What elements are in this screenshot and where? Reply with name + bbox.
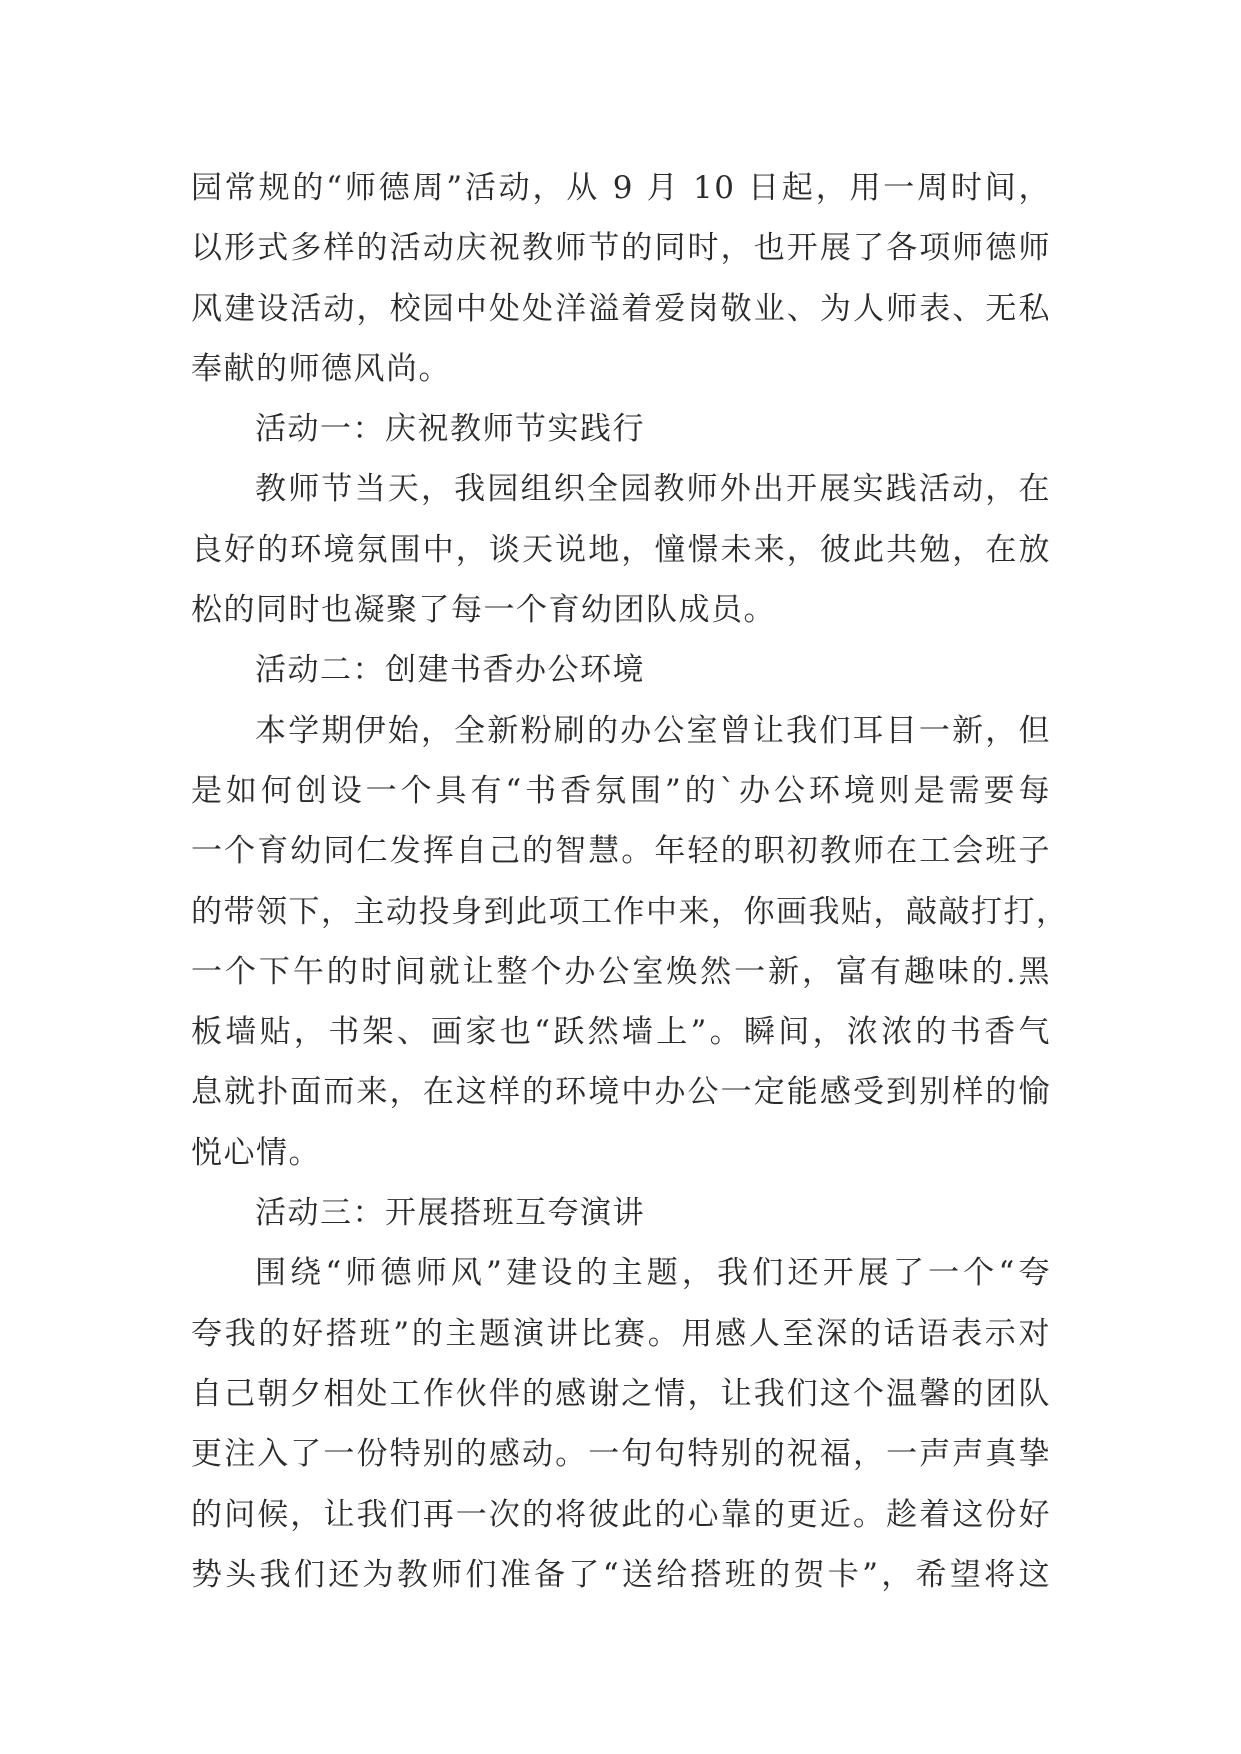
text-line: 风建设活动，校园中处处洋溢着爱岗敬业、为人师表、无私 — [191, 290, 1051, 327]
text-line: 一个下午的时间就让整个办公室焕然一新，富有趣味的.黑 — [191, 953, 1051, 990]
section-heading: 活动二：创建书香办公环境 — [255, 652, 645, 689]
text-line: 悦心情。 — [191, 1134, 321, 1171]
section-heading: 活动一：庆祝教师节实践行 — [255, 411, 645, 448]
text-line: 自己朝夕相处工作伙伴的感谢之情，让我们这个温馨的团队 — [191, 1375, 1051, 1412]
text-line: 良好的环境氛围中，谈天说地，憧憬未来，彼此共勉，在放 — [191, 531, 1051, 568]
text-line: 是如何创设一个具有“书香氛围”的`办公环境则是需要每 — [191, 772, 1051, 809]
text-line: 奉献的师德风尚。 — [191, 350, 451, 387]
text-line: 本学期伊始，全新粉刷的办公室曾让我们耳目一新，但 — [255, 712, 1051, 749]
text-line: 以形式多样的活动庆祝教师节的同时，也开展了各项师德师 — [191, 230, 1051, 267]
text-line: 的带领下，主动投身到此项工作中来，你画我贴，敲敲打打， — [191, 893, 1069, 930]
section-heading: 活动三：开展搭班互夸演讲 — [255, 1195, 645, 1232]
text-line: 息就扑面而来，在这样的环境中办公一定能感受到别样的愉 — [191, 1074, 1051, 1111]
text-line: 松的同时也凝聚了每一个育幼团队成员。 — [191, 592, 776, 629]
text-line: 教师节当天，我园组织全园教师外出开展实践活动，在 — [255, 471, 1051, 508]
text-line: 板墙贴，书架、画家也“跃然墙上”。瞬间，浓浓的书香气 — [191, 1014, 1051, 1051]
text-line: 一个育幼同仁发挥自己的智慧。年轻的职初教师在工会班子 — [191, 833, 1051, 870]
document-body — [191, 158, 1069, 1605]
text-line: 园常规的“师德周”活动，从 9 月 10 日起，用一周时间， — [191, 170, 1051, 206]
text-line: 围绕“师德师风”建设的主题，我们还开展了一个“夸 — [255, 1255, 1051, 1292]
text-line: 势头我们还为教师们准备了“送给搭班的贺卡”，希望将这 — [191, 1556, 1051, 1593]
text-line: 夸我的好搭班”的主题演讲比赛。用感人至深的话语表示对 — [191, 1315, 1051, 1352]
text-line: 的问候，让我们再一次的将彼此的心靠的更近。趁着这份好 — [191, 1496, 1051, 1533]
text-line: 更注入了一份特别的感动。一句句特别的祝福，一声声真挚 — [191, 1436, 1051, 1473]
